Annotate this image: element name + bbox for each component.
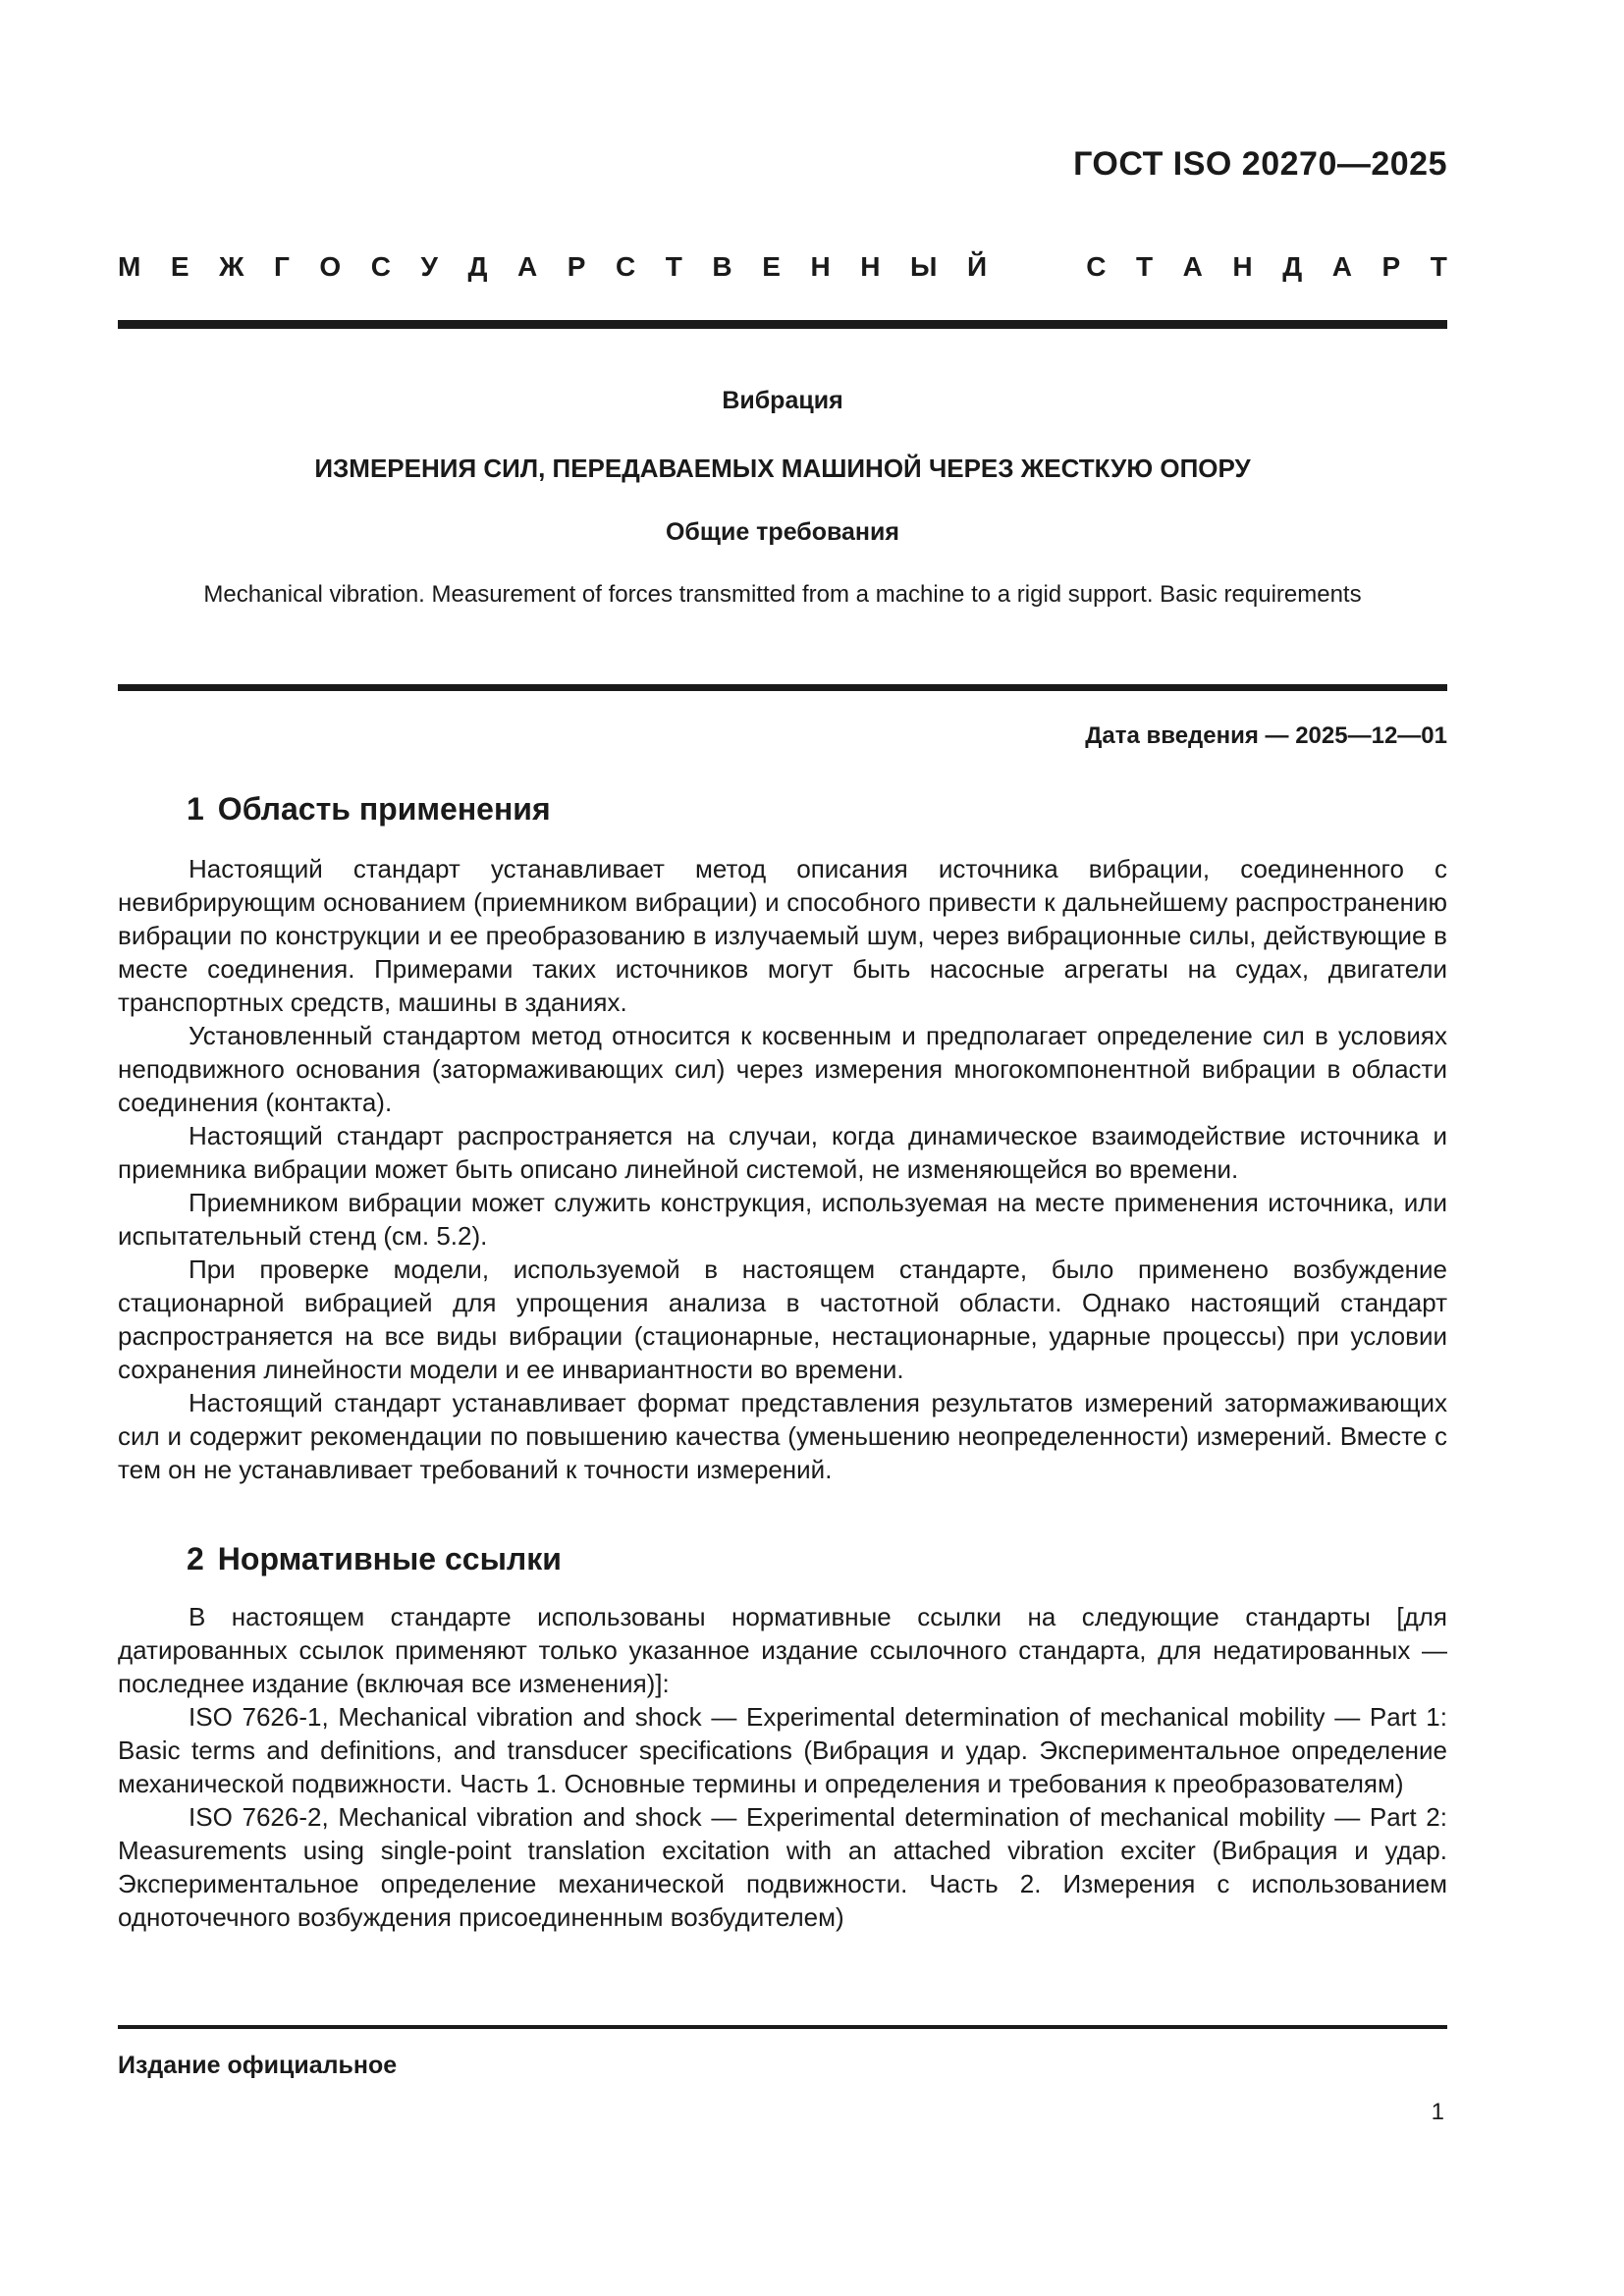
standard-type-banner — [118, 251, 1447, 283]
edition-label: Издание официальное — [118, 2052, 398, 2079]
banner-letter: Ы — [910, 251, 938, 282]
paragraph: Приемником вибрации может служить конструкция, используемая на месте применения источника, или испытательный стенд (см. 5.2). — [118, 1188, 1447, 1251]
banner-letter: О — [319, 251, 342, 282]
section-1-body — [118, 852, 1447, 1486]
document-number: ГОСТ ISO 20270—2025 — [1073, 145, 1447, 183]
section-number: 2 — [187, 1541, 204, 1576]
banner-letter: Г — [273, 251, 290, 282]
banner-word-gap — [1017, 251, 1056, 283]
top-divider — [118, 320, 1447, 329]
banner-letter: Д — [1282, 251, 1303, 282]
banner-letter: А — [516, 251, 538, 282]
banner-letter: А — [1182, 251, 1203, 282]
banner-letter: Н — [1232, 251, 1253, 282]
banner-letter: Р — [1381, 251, 1401, 282]
section-title: Нормативные ссылки — [217, 1541, 562, 1576]
banner-letter: У — [420, 251, 438, 282]
reference-item: ISO 7626-1, Mechanical vibration and shock — Experimental determination of mechanical mobility — Part 1: Basic terms and definitions, and transducer specifications (Вибрация и удар. Экспериментальное определение механической подвижности. Часть 1. Основные термины и определения и требования к преобразователям) — [118, 1702, 1447, 1798]
paragraph: Настоящий стандарт устанавливает метод описания источника вибрации, соединенного с невибрирующим основанием (приемником вибрации) и способного привести к дальнейшему распространению вибрации по конструкции и ее преобразованию в излучаемый шум, через вибрационные силы, действующие в месте соединения. Примерами таких источников могут быть насосные агрегаты на судах, двигатели транспортных средств, машины в зданиях. — [118, 854, 1447, 1017]
reference-item: ISO 7626-2, Mechanical vibration and shock — Experimental determination of mechanical mobility — Part 2: Measurements using single-point translation excitation with an attached vibration exciter (Вибрация и удар. Экспериментальное определение механической подвижности. Часть 2. Измерения с использованием одноточечного возбуждения присоединенным возбудителем) — [118, 1802, 1447, 1932]
banner-letter: Й — [966, 251, 988, 282]
banner-letter: Е — [170, 251, 189, 282]
paragraph: Установленный стандартом метод относится к косвенным и предполагает определение сил в условиях неподвижного основания (затормаживающих сил) через измерения многокомпонентной вибрации в области соединения (контакта). — [118, 1021, 1447, 1117]
footer-divider — [118, 2025, 1447, 2029]
section-2-heading — [187, 1541, 562, 1577]
title-main: ИЗМЕРЕНИЯ СИЛ, ПЕРЕДАВАЕМЫХ МАШИНОЙ ЧЕРЕЗ ЖЕСТКУЮ ОПОРУ — [314, 454, 1251, 483]
section-title: Область применения — [217, 791, 551, 827]
banner-letter: М — [118, 251, 141, 282]
section-number: 1 — [187, 791, 204, 827]
banner-letter: Ж — [219, 251, 244, 282]
banner-letter: С — [370, 251, 391, 282]
paragraph: Настоящий стандарт распространяется на случаи, когда динамическое взаимодействие источника и приемника вибрации может быть описано линейной системой, не изменяющейся во времени. — [118, 1121, 1447, 1184]
banner-letter: С — [615, 251, 636, 282]
introduction-date: Дата введения — 2025—12—01 — [1085, 722, 1447, 749]
banner-letter: А — [1331, 251, 1352, 282]
title-subject: Вибрация — [722, 387, 843, 414]
banner-letter: Е — [762, 251, 781, 282]
title-subtitle: Общие требования — [665, 518, 899, 546]
paragraph: Настоящий стандарт устанавливает формат представления результатов измерений затормаживающих сил и содержит рекомендации по повышению качества (уменьшению неопределенности) измерений. Вместе с тем он не устанавливает требований к точности измерений. — [118, 1388, 1447, 1484]
banner-letter: Т — [1430, 251, 1447, 282]
banner-letter: Н — [860, 251, 881, 282]
banner-letter: Т — [1135, 251, 1154, 282]
paragraph: При проверке модели, используемой в настоящем стандарте, было применено возбуждение стационарной вибрацией для упрощения анализа в частотной области. Однако настоящий стандарт распространяется на все виды вибрации (стационарные, нестационарные, ударные процессы) при условии сохранения линейности модели и ее инвариантности во времени. — [118, 1255, 1447, 1384]
section-2-body — [118, 1600, 1447, 1934]
paragraph: В настоящем стандарте использованы нормативные ссылки на следующие стандарты [для датированных ссылок применяют только указанное издание ссылочного стандарта, для недатированных — последнее издание (включая все изменения)]: — [118, 1602, 1447, 1698]
banner-letter: Т — [665, 251, 682, 282]
banner-letter: Н — [810, 251, 831, 282]
banner-letter: Р — [567, 251, 586, 282]
title-english: Mechanical vibration. Measurement of forces transmitted from a machine to a rigid support. Basic requirements — [203, 581, 1362, 608]
title-divider — [118, 684, 1447, 691]
section-1-heading — [187, 791, 551, 828]
banner-letter: В — [712, 251, 732, 282]
banner-letter: С — [1086, 251, 1107, 282]
banner-letter: Д — [467, 251, 488, 282]
page-number: 1 — [1431, 2099, 1444, 2125]
